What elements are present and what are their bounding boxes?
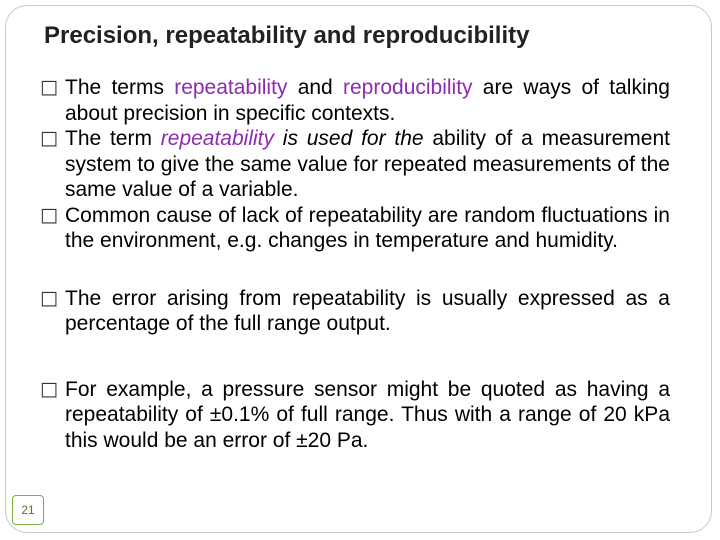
bullet-2-part-3: ability of a measurement system to give the same value for repeated measurements of the same value of a variable.: [65, 127, 670, 201]
bullet-4: [40, 286, 670, 337]
bullet-2: [40, 126, 670, 203]
bullet-2-text: [65, 126, 670, 203]
bullet-1-part-1: The terms: [65, 76, 175, 99]
bullet-1: [40, 75, 670, 126]
bullet-2-part-1: The term: [65, 127, 161, 150]
page-number-badge: 21: [12, 495, 44, 525]
slide-body: [40, 75, 670, 453]
slide-title: Precision, repeatability and reproducibility: [44, 22, 530, 49]
bullet-5: [40, 377, 670, 454]
bullet-5-text: For example, a pressure sensor might be quoted as having a repeatability of ±0.1% of full range. Thus with a range of 20 kPa this would be an error of ±20 Pa.: [65, 377, 670, 452]
checkbox-bullet-icon: □: [40, 377, 58, 400]
bullet-4-text: The error arising from repeatability is usually expressed as a percentage of the full range output.: [65, 286, 670, 335]
bullet-3-text: Common cause of lack of repeatability are random fluctuations in the environment, e.g. changes in temperature and humidity.: [65, 203, 670, 252]
bullet-1-part-2: and: [287, 76, 343, 99]
bullet-1-text: [65, 75, 670, 126]
checkbox-bullet-icon: □: [40, 76, 58, 98]
term-repeatability: repeatability: [160, 127, 274, 150]
checkbox-bullet-icon: □: [40, 286, 58, 309]
bullet-2-part-2: is used for the: [274, 127, 424, 150]
bullet-1-part-3: are ways of talking about precision in specific contexts.: [65, 76, 670, 125]
term-reproducibility: reproducibility: [342, 76, 473, 99]
checkbox-bullet-icon: □: [40, 127, 58, 149]
bullet-3: [40, 203, 670, 254]
term-repeatability: repeatability: [174, 76, 288, 99]
checkbox-bullet-icon: □: [40, 203, 58, 226]
